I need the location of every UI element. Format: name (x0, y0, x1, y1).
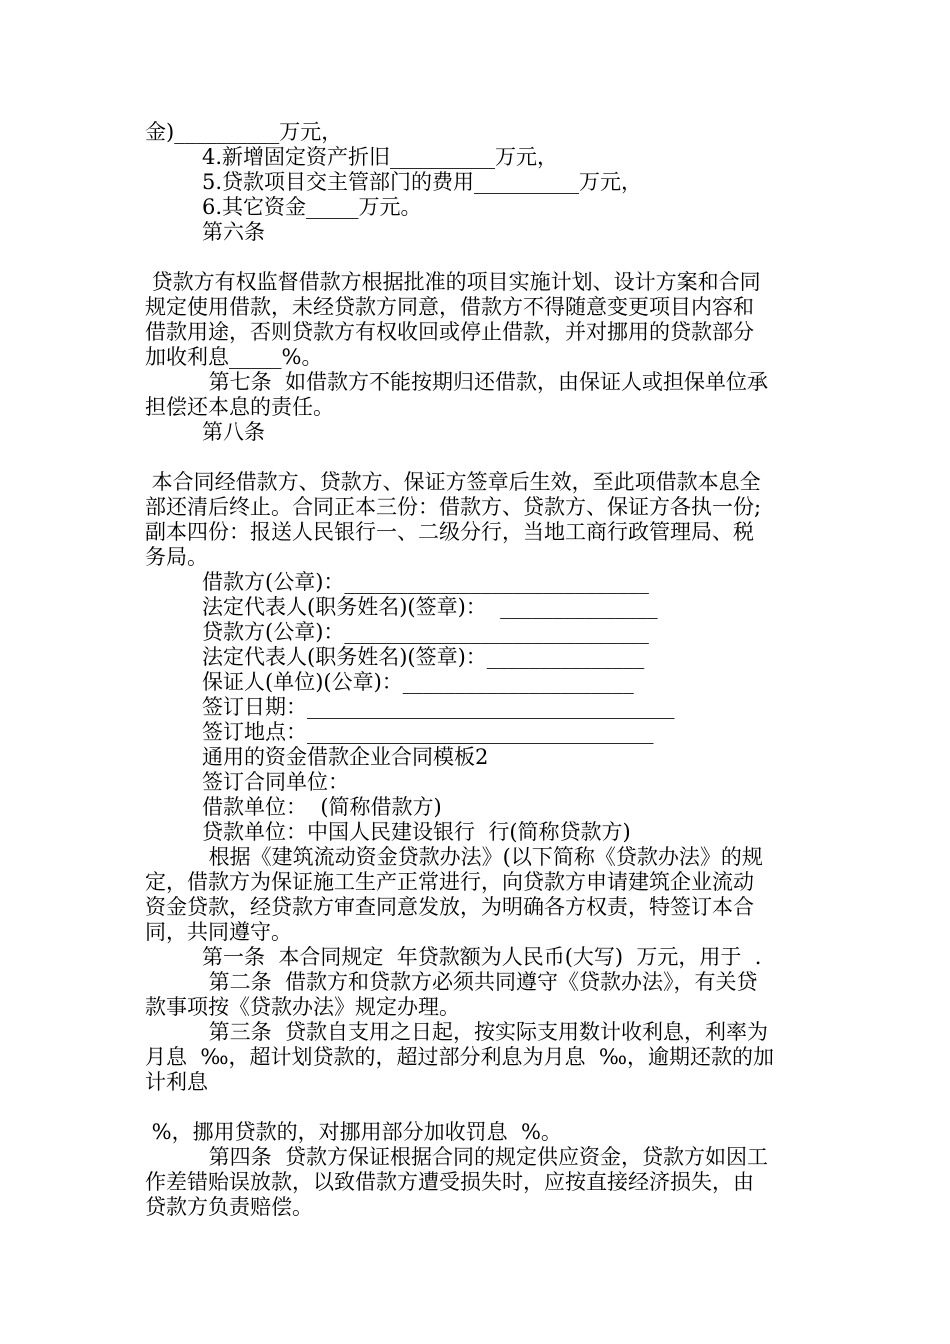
text-line: 计利息 (145, 1070, 208, 1094)
text-line: 借款单位： (简称借款方) (202, 795, 442, 819)
text-line: 副本四份：报送人民银行一、二级分行，当地工商行政管理局、税 (145, 520, 754, 544)
text-line: 法定代表人(职务姓名)(签章)： _______________ (202, 595, 658, 619)
text-line: 通用的资金借款企业合同模板2 (202, 745, 489, 769)
text-line: 第三条 贷款自支用之日起，按实际支用数计收利息，利率为 (202, 1020, 769, 1044)
text-line: 部还清后终止。合同正本三份：借款方、贷款方、保证方各执一份; (145, 495, 762, 519)
text-line: 规定使用借款，未经贷款方同意，借款方不得随意变更项目内容和 (145, 295, 754, 319)
blank-line (145, 1095, 805, 1120)
text-line: 金)__________万元， (145, 120, 343, 144)
text-line: 资金贷款，经贷款方审查同意发放，为明确各方权责，特签订本合 (145, 895, 754, 919)
text-line: 签订合同单位： (202, 770, 349, 794)
text-line: 第四条 贷款方保证根据合同的规定供应资金，贷款方如因工 (202, 1145, 769, 1169)
blank-line (145, 445, 805, 470)
text-line: 定，借款方为保证施工生产正常进行，向贷款方申请建筑企业流动 (145, 870, 754, 894)
text-line: 借款用途，否则贷款方有权收回或停止借款，并对挪用的贷款部分 (145, 320, 754, 344)
text-line: 根据《建筑流动资金贷款办法》(以下简称《贷款办法》的规 (202, 845, 763, 869)
text-line: 款事项按《贷款办法》规定办理。 (145, 995, 460, 1019)
text-line: 月息 ‰，超计划贷款的，超过部分利息为月息 ‰，逾期还款的加 (145, 1045, 775, 1069)
text-line: 第七条 如借款方不能按期归还借款，由保证人或担保单位承 (202, 370, 769, 394)
text-line: 贷款单位：中国人民建设银行 行(简称贷款方) (202, 820, 631, 844)
blank-line (145, 245, 805, 270)
text-line: 担偿还本息的责任。 (145, 395, 334, 419)
text-line: 第六条 (202, 220, 265, 244)
text-line: 法定代表人(职务姓名)(签章)：_______________ (202, 645, 645, 669)
text-line: 5.贷款项目交主管部门的费用__________万元， (202, 170, 643, 194)
text-line: 贷款方负责赔偿。 (145, 1195, 313, 1219)
text-line: 6.其它资金_____万元。 (202, 195, 422, 219)
text-line: 同，共同遵守。 (145, 920, 292, 944)
text-line: %，挪用贷款的，对挪用部分加收罚息 %。 (145, 1120, 562, 1144)
text-line: 第二条 借款方和贷款方必须共同遵守《贷款办法》，有关贷 (202, 970, 758, 994)
text-line: 签订地点：_________________________________ (202, 720, 654, 744)
text-line: 贷款方(公章)：_____________________________ (202, 620, 649, 644)
text-line: 本合同经借款方、贷款方、保证方签章后生效，至此项借款本息全 (145, 470, 761, 494)
document-body (145, 120, 805, 1220)
text-line: 务局。 (145, 545, 208, 569)
text-line: 第八条 (202, 420, 265, 444)
text-line: 保证人(单位)(公章)：______________________ (202, 670, 634, 694)
text-line: 借款方(公章)：_____________________________ (202, 570, 649, 594)
text-line: 4.新增固定资产折旧__________万元， (202, 145, 559, 169)
text-line: 签订日期：___________________________________ (202, 695, 675, 719)
text-line: 第一条 本合同规定 年贷款额为人民币(大写) 万元，用于 . (202, 945, 762, 969)
text-line: 作差错贻误放款，以致借款方遭受损失时，应按直接经济损失，由 (145, 1170, 754, 1194)
text-line: 加收利息_____%。 (145, 345, 323, 369)
text-line: 贷款方有权监督借款方根据批准的项目实施计划、设计方案和合同 (145, 270, 761, 294)
